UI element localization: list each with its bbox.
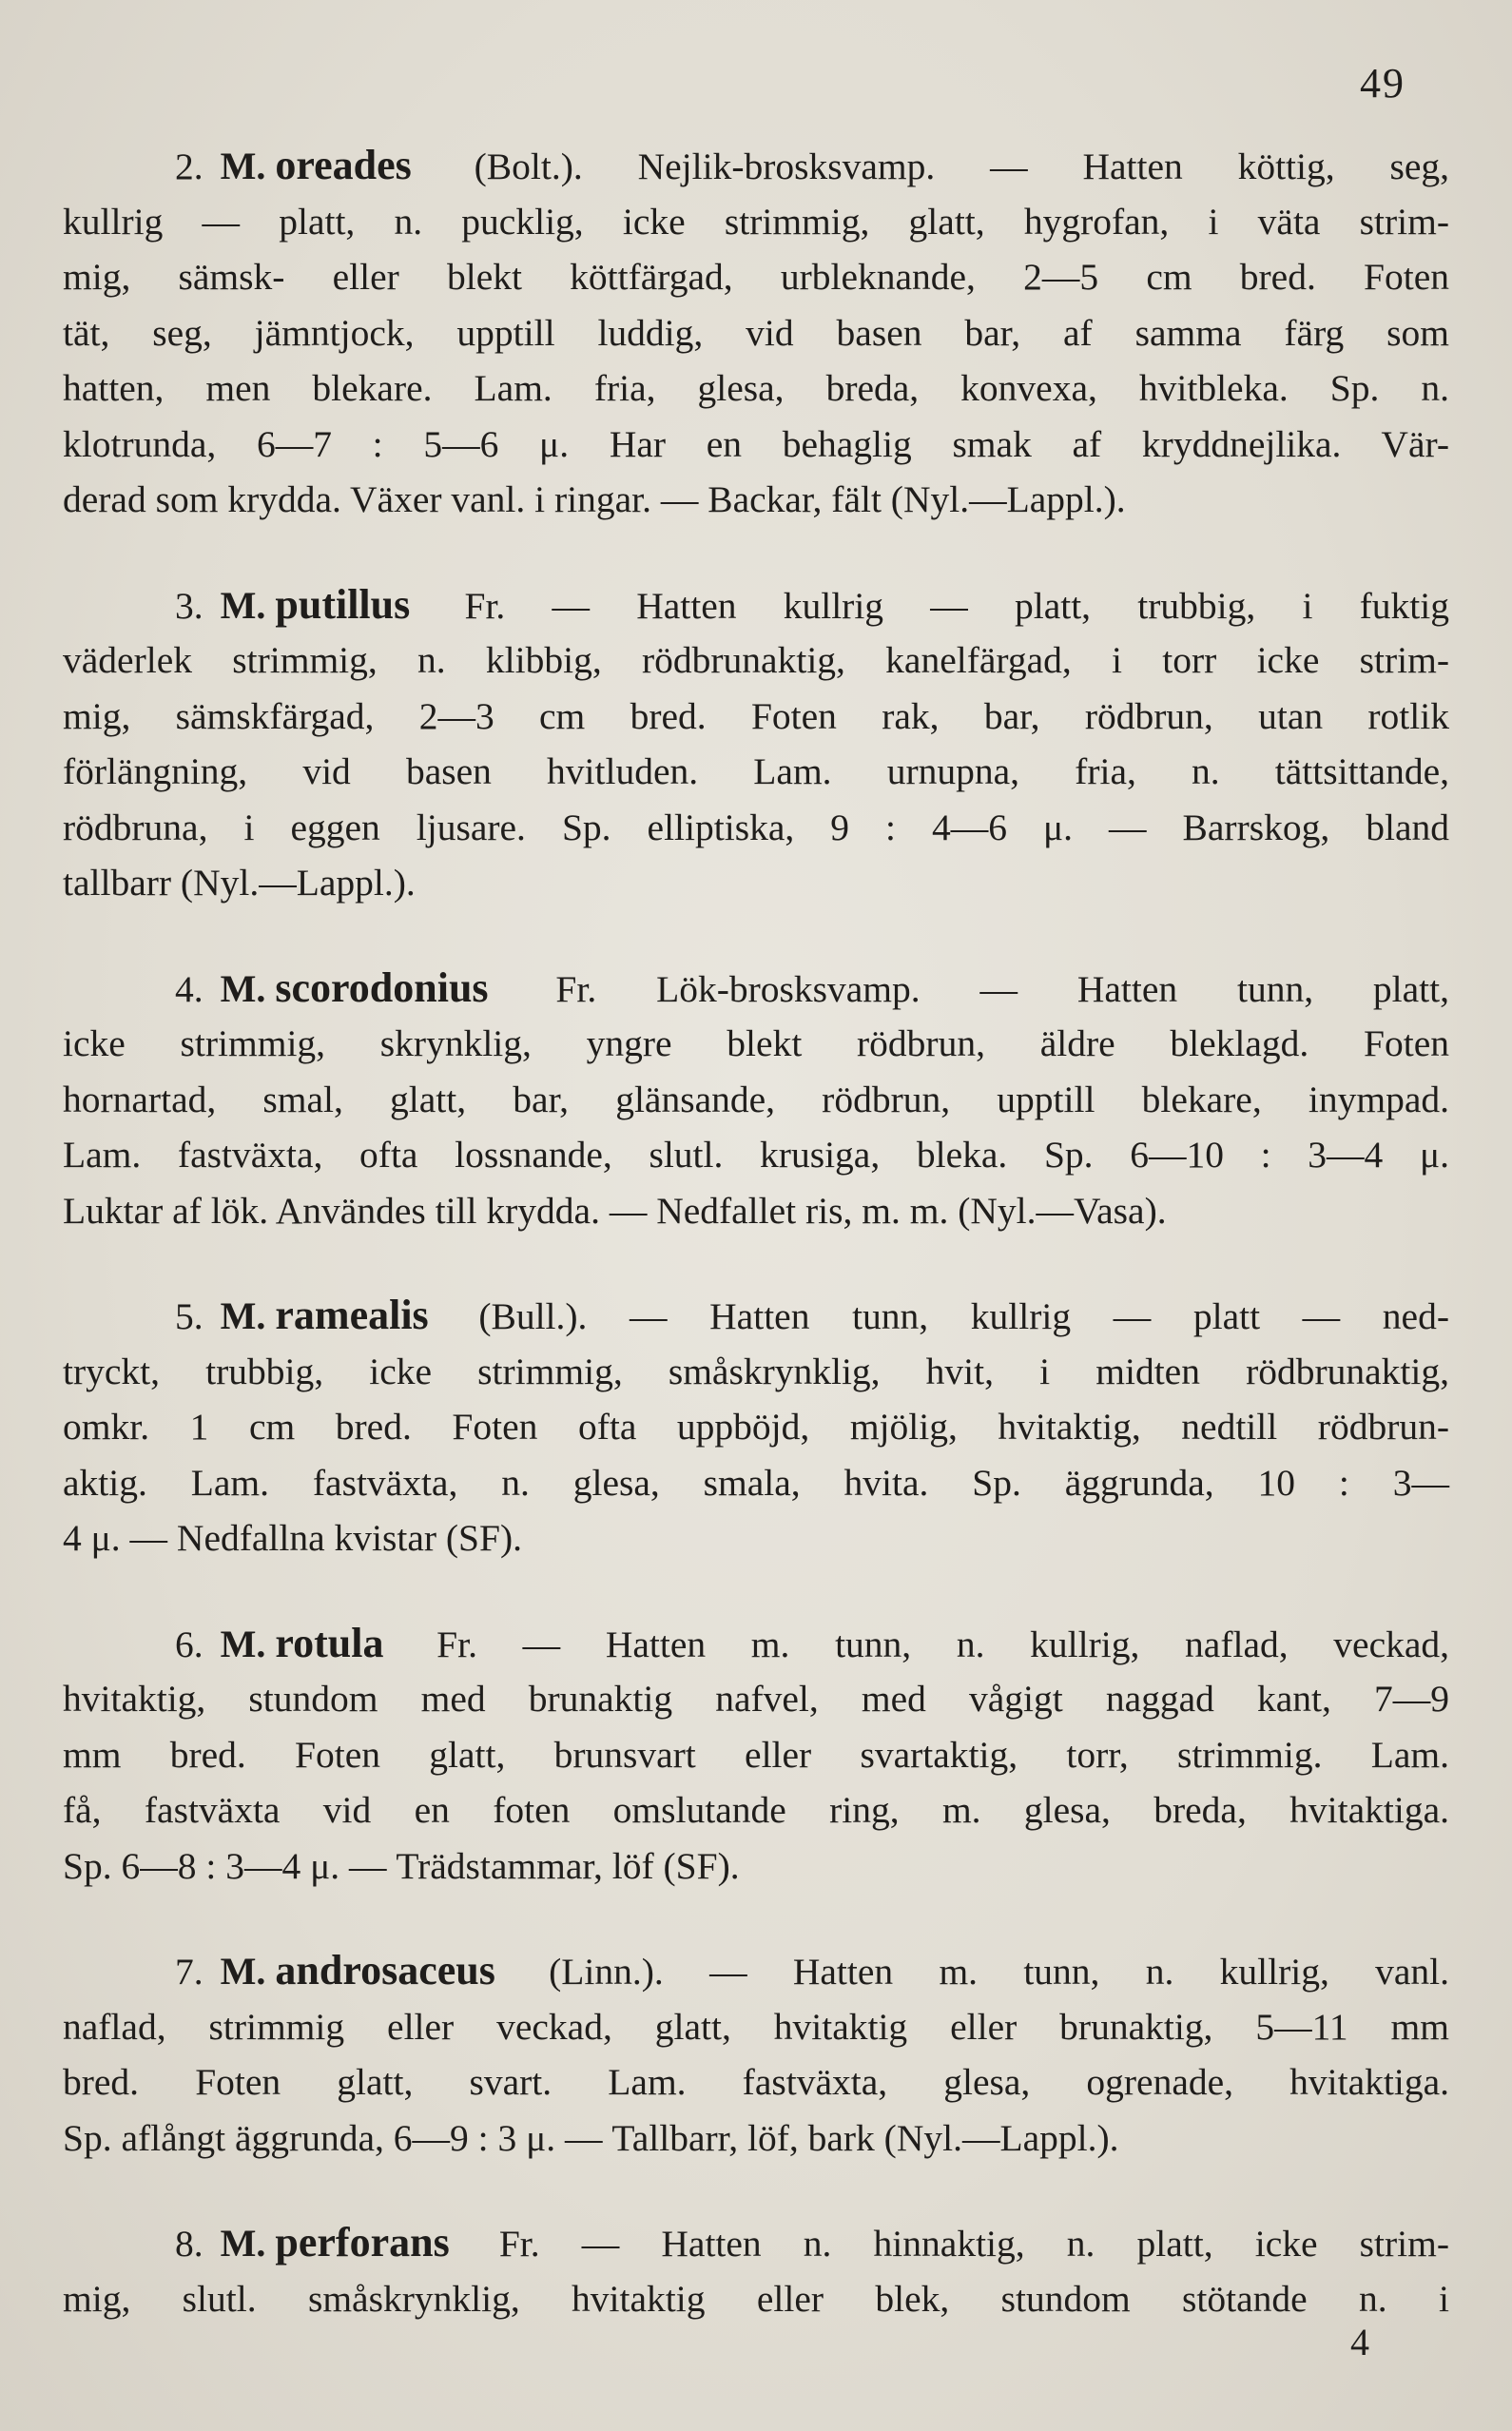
entry-text-line: Sp. 6—8 : 3—4 μ. — Trädstammar, löf (SF). [63,1844,740,1887]
species-entry [63,1943,1449,2166]
species-entry [63,1616,1449,1895]
entry-text-line: få, fastväxta vid en foten omslutande ring, m. glesa, breda, hvitaktiga. [63,1789,1449,1831]
entry-text-line: omkr. 1 cm bred. Foten ofta uppböjd, mjölig, hvitaktig, nedtill rödbrun- [63,1406,1449,1448]
species-entry [63,2215,1449,2326]
entry-text-line: väderlek strimmig, n. klibbig, rödbrunaktig, kanelfärgad, i torr icke strim- [63,639,1449,681]
entry-text-line: mm bred. Foten glatt, brunsvart eller svartaktig, torr, strimmig. Lam. [63,1733,1449,1776]
entry-heading-line [63,1943,1449,1999]
entry-text-line: tryckt, trubbig, icke strimmig, småskrynklig, hvit, i midten rödbrunaktig, [63,1350,1449,1392]
genus-abbreviation: M. [220,145,266,187]
species-name: oreades [275,142,412,188]
genus-abbreviation: M. [220,966,266,1010]
entry-text: Fr. — Hatten n. hinnaktig, n. platt, icke strim- [498,2223,1449,2265]
species-entry [63,138,1449,528]
entry-text: (Bull.). — Hatten tunn, kullrig — platt — ned- [478,1295,1449,1337]
entry-number: 6. [175,1623,204,1665]
species-entry [63,577,1449,911]
entry-text-line: 4 μ. — Nedfallna kvistar (SF). [63,1517,523,1559]
entry-text-line: derad som krydda. Växer vanl. i ringar. — Backar, fält (Nyl.—Lappl.). [63,478,1126,520]
genus-abbreviation: M. [220,2222,266,2265]
species-name: perforans [275,2219,450,2266]
entry-text-line: naflad, strimmig eller veckad, glatt, hvitaktig eller brunaktig, 5—11 mm [63,2005,1449,2048]
genus-abbreviation: M. [220,1294,266,1337]
entry-text-line: mig, slutl. småskrynklig, hvitaktig eller blek, stundom stötande n. i [63,2277,1449,2320]
entry-text: Fr. Lök-brosksvamp. — Hatten tunn, platt, [555,967,1449,1010]
entry-text-line: kullrig — platt, n. pucklig, icke strimmig, glatt, hygrofan, i väta strim- [63,200,1449,243]
entry-number: 2. [175,146,204,187]
entry-text-line: aktig. Lam. fastväxta, n. glesa, smala, hvita. Sp. äggrunda, 10 : 3— [63,1461,1449,1504]
entry-text: (Bolt.). Nejlik-brosksvamp. — Hatten köttig, seg, [474,146,1450,187]
entry-heading-line [63,1616,1449,1672]
entry-number: 7. [175,1951,204,1993]
species-name: rotula [275,1619,384,1666]
entry-text-line: klotrunda, 6—7 : 5—6 μ. Har en behaglig smak af kryddnejlika. Vär- [63,422,1449,465]
page-number: 49 [1360,60,1405,107]
entry-heading-line [63,1288,1449,1344]
entry-text-line: bred. Foten glatt, svart. Lam. fastväxta, glesa, ogrenade, hvitaktiga. [63,2061,1449,2103]
entry-number: 5. [175,1295,204,1337]
entry-text: Fr. — Hatten kullrig — platt, trubbig, i fuktig [464,584,1449,627]
entry-text-line: hornartad, smal, glatt, bar, glänsande, rödbrun, upptill blekare, inympad. [63,1078,1449,1120]
entry-number: 8. [175,2223,204,2265]
entry-text: (Linn.). — Hatten m. tunn, n. kullrig, vanl. [549,1951,1450,1993]
entry-heading-line [63,577,1449,633]
species-name: scorodonius [275,963,489,1011]
species-name: putillus [275,580,411,628]
entry-text-line: rödbruna, i eggen ljusare. Sp. elliptiska, 9 : 4—6 μ. — Barrskog, bland [63,806,1449,848]
species-name: ramealis [275,1292,429,1338]
entry-heading-line [63,961,1449,1017]
genus-abbreviation: M. [220,1950,266,1993]
genus-abbreviation: M. [220,1622,266,1665]
entry-number: 3. [175,584,204,627]
entry-text-line: Luktar af lök. Användes till krydda. — Nedfallet ris, m. m. (Nyl.—Vasa). [63,1189,1167,1232]
species-entry [63,961,1449,1239]
entry-text-line: hvitaktig, stundom med brunaktig nafvel, med vågigt naggad kant, 7—9 [63,1678,1449,1720]
entry-heading-line [63,138,1449,194]
entry-text-line: hatten, men blekare. Lam. fria, glesa, breda, konvexa, hvitbleka. Sp. n. [63,367,1449,409]
entry-heading-line [63,2215,1449,2271]
entry-text-line: mig, sämsk- eller blekt köttfärgad, urbleknande, 2—5 cm bred. Foten [63,256,1449,298]
entry-text-line: tät, seg, jämntjock, upptill luddig, vid basen bar, af samma färg som [63,311,1449,354]
genus-abbreviation: M. [220,583,266,627]
entry-text-line: icke strimmig, skrynklig, yngre blekt rödbrun, äldre bleklagd. Foten [63,1022,1449,1064]
entry-text-line: förlängning, vid basen hvitluden. Lam. urnupna, fria, n. tättsittande, [63,750,1449,792]
entry-text-line: Sp. aflångt äggrunda, 6—9 : 3 μ. — Tallbarr, löf, bark (Nyl.—Lappl.). [63,2116,1119,2159]
entry-number: 4. [175,967,204,1010]
species-name: androsaceus [275,1947,495,1993]
entry-text-line: Lam. fastväxta, ofta lossnande, slutl. krusiga, bleka. Sp. 6—10 : 3—4 μ. [63,1134,1449,1176]
entry-text-line: tallbarr (Nyl.—Lappl.). [63,862,416,904]
signature-mark: 4 [1350,2321,1369,2363]
species-entry [63,1288,1449,1566]
page-body [63,138,1449,2376]
entry-text-line: mig, sämskfärgad, 2—3 cm bred. Foten rak, bar, rödbrun, utan rotlik [63,694,1449,737]
entry-text: Fr. — Hatten m. tunn, n. kullrig, naflad, veckad, [436,1623,1450,1665]
